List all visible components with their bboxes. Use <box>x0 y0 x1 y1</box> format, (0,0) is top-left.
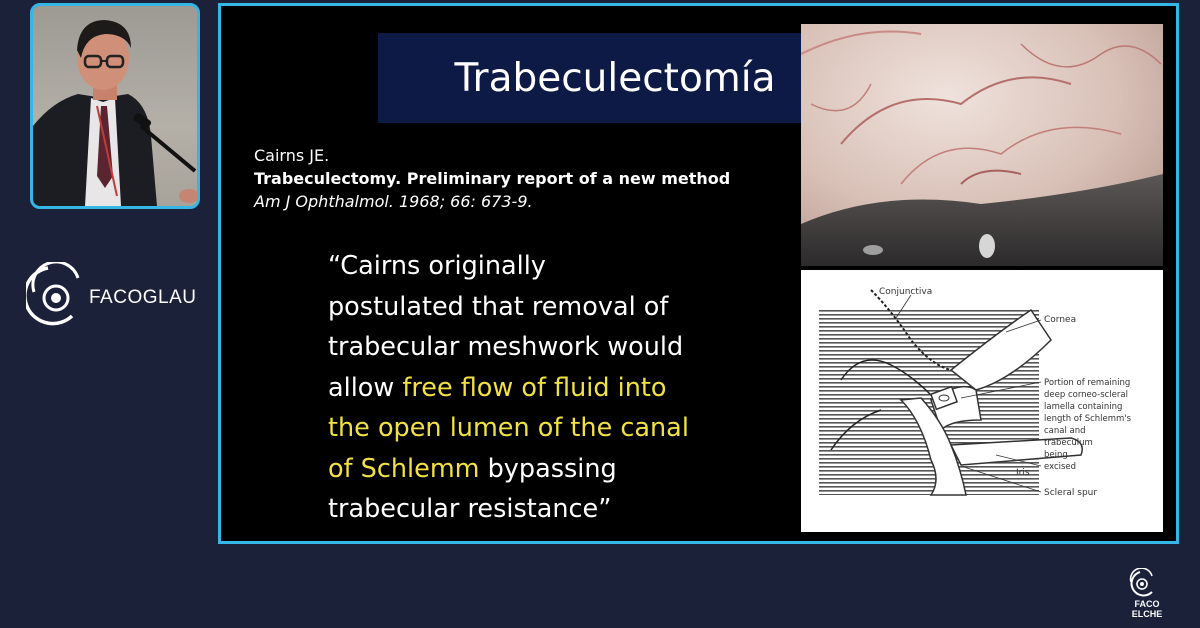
quote-line <box>328 368 778 409</box>
label-scleral-spur: Scleral spur <box>1044 488 1098 498</box>
quote-line <box>328 287 778 328</box>
label-conjunctiva: Conjunctiva <box>879 287 933 297</box>
quote-text: allow <box>328 372 403 403</box>
label-portion-line7: being <box>1044 450 1068 460</box>
label-portion-line4: length of Schlemm's <box>1044 414 1132 424</box>
quote-text: “Cairns originally <box>328 251 546 281</box>
quote-line <box>328 489 778 530</box>
presentation-slide <box>218 3 1179 544</box>
citation-author: Cairns JE. <box>254 146 330 165</box>
label-portion-line6: trabeculum <box>1044 438 1093 448</box>
quote-highlight: the open lumen of the canal <box>328 413 689 443</box>
quote-text: trabecular meshwork would <box>328 332 684 362</box>
label-cornea: Cornea <box>1044 315 1077 325</box>
diagram-illustration <box>801 270 1163 532</box>
citation <box>254 144 730 213</box>
quote-line <box>328 408 778 449</box>
faco-elche-line1: FACO <box>1134 599 1160 609</box>
faco-elche-logo-text <box>1127 599 1167 619</box>
quote-line <box>328 246 778 287</box>
label-portion-line2: deep corneo-scleral <box>1044 390 1128 400</box>
quote-text: bypassing <box>479 453 617 484</box>
surgical-eye-photo <box>801 24 1163 266</box>
quote-text: postulated that removal of <box>328 291 669 322</box>
quote-highlight: free flow of fluid into <box>402 372 667 403</box>
quote-text: trabecular resistance” <box>328 494 612 524</box>
label-portion-line8: excised <box>1044 462 1077 472</box>
label-portion-line5: canal and <box>1044 426 1086 436</box>
quote-block <box>328 246 778 530</box>
faco-elche-line2: ELCHE <box>1131 609 1163 619</box>
citation-paper-title: Trabeculectomy. Preliminary report of a new method <box>254 169 731 188</box>
label-portion-line3: lamella containing <box>1044 402 1123 412</box>
slide-title-box <box>378 33 852 123</box>
citation-journal: Am J Ophthalmol. 1968; 66: 673-9. <box>254 192 533 211</box>
speaker-figure <box>33 6 197 206</box>
facoglau-logo-text: FACOGLAU <box>89 287 197 308</box>
slide-title: Trabeculectomía <box>454 55 776 101</box>
trabeculectomy-diagram <box>801 270 1163 532</box>
quote-line <box>328 327 778 368</box>
label-iris: Iris <box>1016 468 1030 478</box>
speaker-video <box>30 3 200 209</box>
quote-line <box>328 449 778 490</box>
label-portion-line1: Portion of remaining <box>1044 378 1131 388</box>
quote-highlight: of Schlemm <box>328 453 480 484</box>
